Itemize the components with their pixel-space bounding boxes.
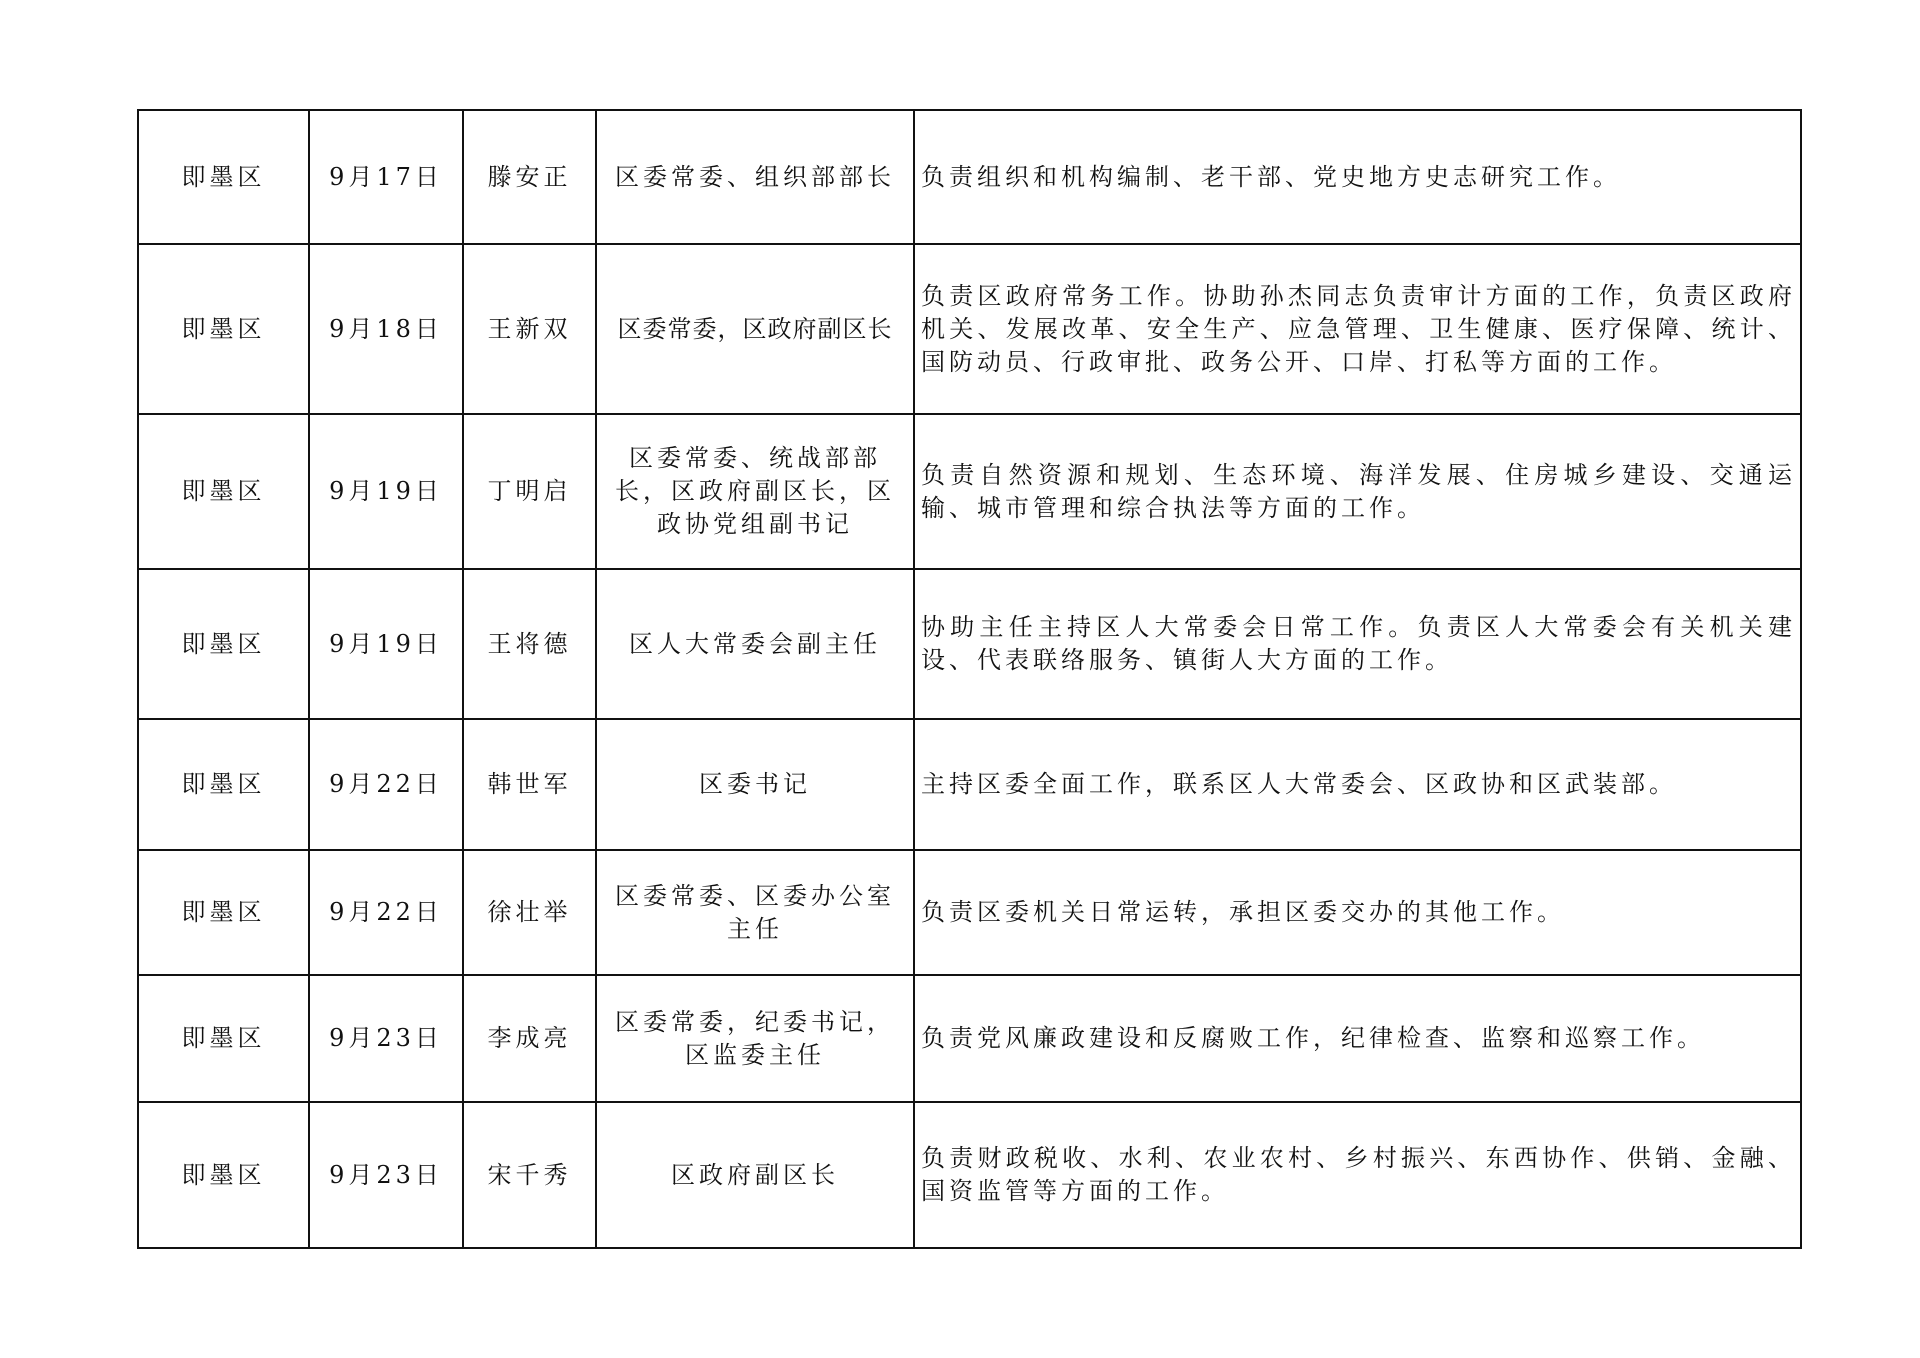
title-cell: 区委常委、组织部部长 <box>596 110 914 244</box>
table-row <box>138 1102 1801 1248</box>
district-cell: 即墨区 <box>138 414 309 569</box>
title-cell: 区委常委、区委办公室主任 <box>596 850 914 975</box>
name-cell: 韩世军 <box>463 719 596 850</box>
duty-cell: 负责财政税收、水利、农业农村、乡村振兴、东西协作、供销、金融、国资监管等方面的工作。 <box>914 1102 1801 1248</box>
name-cell: 丁明启 <box>463 414 596 569</box>
table-row <box>138 975 1801 1102</box>
duty-cell: 主持区委全面工作，联系区人大常委会、区政协和区武装部。 <box>914 719 1801 850</box>
date-cell: 9月22日 <box>309 850 463 975</box>
date-cell: 9月19日 <box>309 414 463 569</box>
name-cell: 王新双 <box>463 244 596 414</box>
district-cell: 即墨区 <box>138 975 309 1102</box>
name-cell: 李成亮 <box>463 975 596 1102</box>
district-cell: 即墨区 <box>138 719 309 850</box>
table-row <box>138 244 1801 414</box>
date-cell: 9月18日 <box>309 244 463 414</box>
title-cell: 区委常委、统战部部长，区政府副区长，区政协党组副书记 <box>596 414 914 569</box>
date-cell: 9月17日 <box>309 110 463 244</box>
name-cell: 徐壮举 <box>463 850 596 975</box>
table-row <box>138 414 1801 569</box>
duty-cell: 负责区政府常务工作。协助孙杰同志负责审计方面的工作，负责区政府机关、发展改革、安全生产、应急管理、卫生健康、医疗保障、统计、国防动员、行政审批、政务公开、口岸、打私等方面的工作。 <box>914 244 1801 414</box>
table-row <box>138 110 1801 244</box>
name-cell: 宋千秀 <box>463 1102 596 1248</box>
table-row <box>138 719 1801 850</box>
date-cell: 9月19日 <box>309 569 463 719</box>
date-cell: 9月23日 <box>309 1102 463 1248</box>
date-cell: 9月23日 <box>309 975 463 1102</box>
district-cell: 即墨区 <box>138 850 309 975</box>
title-cell: 区委常委，区政府副区长 <box>596 244 914 414</box>
duty-cell: 负责组织和机构编制、老干部、党史地方史志研究工作。 <box>914 110 1801 244</box>
name-cell: 王将德 <box>463 569 596 719</box>
title-cell: 区委常委，纪委书记，区监委主任 <box>596 975 914 1102</box>
district-cell: 即墨区 <box>138 569 309 719</box>
duty-cell: 负责党风廉政建设和反腐败工作，纪律检查、监察和巡察工作。 <box>914 975 1801 1102</box>
duty-cell: 负责区委机关日常运转，承担区委交办的其他工作。 <box>914 850 1801 975</box>
duty-cell: 负责自然资源和规划、生态环境、海洋发展、住房城乡建设、交通运输、城市管理和综合执法等方面的工作。 <box>914 414 1801 569</box>
name-cell: 滕安正 <box>463 110 596 244</box>
district-cell: 即墨区 <box>138 244 309 414</box>
date-cell: 9月22日 <box>309 719 463 850</box>
district-cell: 即墨区 <box>138 110 309 244</box>
table-row <box>138 850 1801 975</box>
schedule-table <box>137 109 1802 1249</box>
district-cell: 即墨区 <box>138 1102 309 1248</box>
duty-cell: 协助主任主持区人大常委会日常工作。负责区人大常委会有关机关建设、代表联络服务、镇街人大方面的工作。 <box>914 569 1801 719</box>
title-cell: 区委书记 <box>596 719 914 850</box>
title-cell: 区政府副区长 <box>596 1102 914 1248</box>
title-cell: 区人大常委会副主任 <box>596 569 914 719</box>
schedule-table-body <box>138 110 1801 1248</box>
table-row <box>138 569 1801 719</box>
